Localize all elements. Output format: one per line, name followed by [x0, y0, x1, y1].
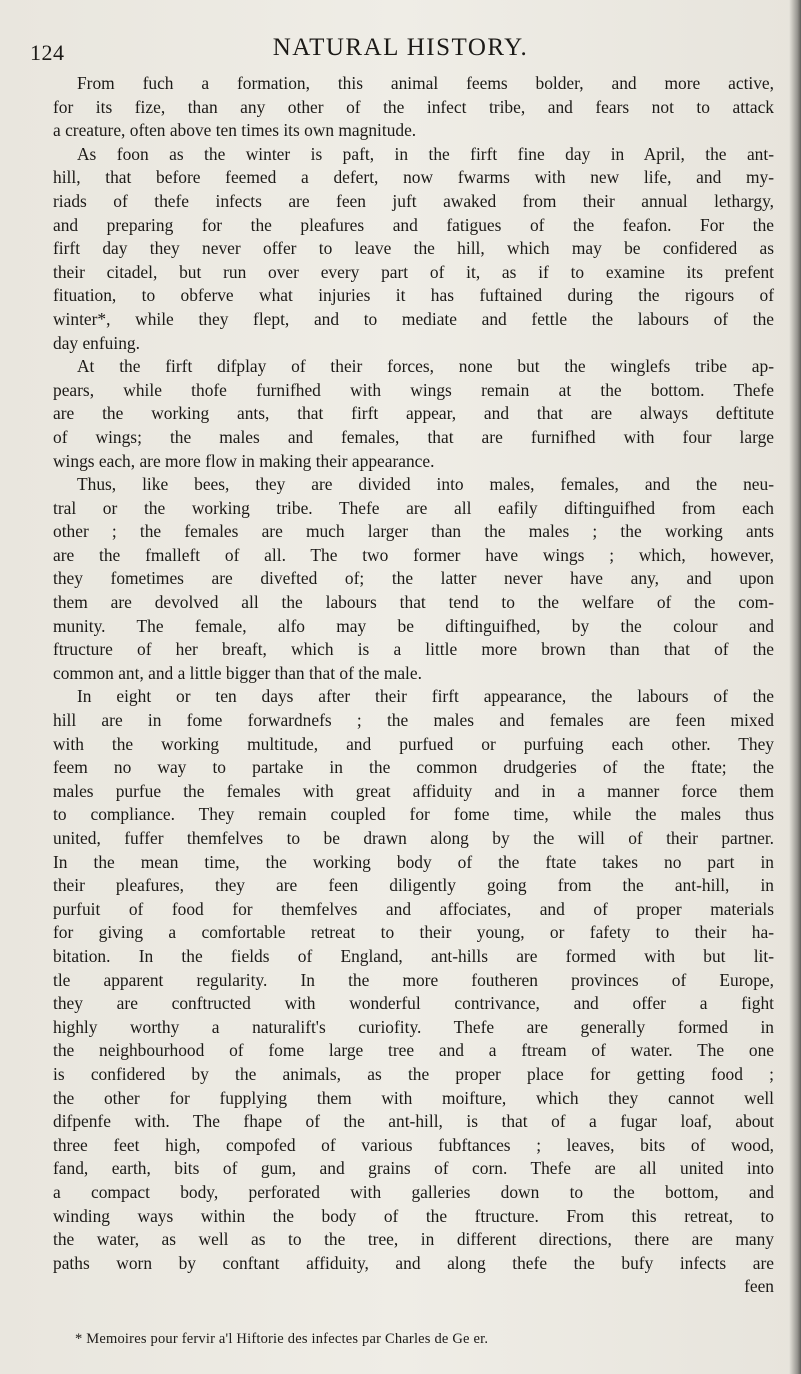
text-line: for its fize, than any other of the infect tribe, and fears not to attack: [53, 96, 774, 117]
text-line: of wings; the males and females, that are furnifhed with four large: [53, 426, 774, 447]
text-line: winter*, while they flept, and to mediate and fettle the labours of the: [53, 308, 774, 329]
text-line: Thus, like bees, they are divided into males, females, and the neu-: [77, 474, 774, 495]
text-line: for giving a comfortable retreat to their young, or fafety to their ha-: [53, 922, 774, 943]
text-line: ftructure of her breaft, which is a little more brown than that of the: [53, 639, 774, 660]
text-line: the neighbourhood of fome large tree and a ftream of water. The one: [53, 1040, 774, 1061]
text-line: are the fmalleft of all. The two former have wings ; which, however,: [53, 544, 774, 565]
text-line: feen: [744, 1276, 774, 1297]
page-edge-shadow: [789, 0, 801, 1374]
text-line: common ant, and a little bigger than that of the male.: [53, 662, 422, 683]
text-line: winding ways within the body of the ftructure. From this retreat, to: [53, 1205, 774, 1226]
text-line: paths worn by conftant affiduity, and along thefe the bufy infects are: [53, 1252, 774, 1273]
text-line: day enfuing.: [53, 332, 140, 353]
text-line: munity. The female, alfo may be diftinguifhed, by the colour and: [53, 615, 774, 636]
text-line: tle apparent regularity. In the more foutheren provinces of Europe,: [53, 969, 774, 990]
text-line: In the mean time, the working body of the ftate takes no part in: [53, 851, 774, 872]
text-line: riads of thefe infects are feen juft awaked from their annual lethargy,: [53, 190, 774, 211]
text-line: is confidered by the animals, as the proper place for getting food ;: [53, 1063, 774, 1084]
text-line: fand, earth, bits of gum, and grains of corn. Thefe are all united into: [53, 1158, 774, 1179]
text-line: bitation. In the fields of England, ant-hills are formed with but lit-: [53, 945, 774, 966]
text-line: As foon as the winter is paft, in the firft fine day in April, the ant-: [77, 143, 774, 164]
text-line: other ; the females are much larger than the males ; the working ants: [53, 521, 774, 542]
text-line: their pleafures, they are feen diligently going from the ant-hill, in: [53, 875, 774, 896]
text-line: difpenfe with. The fhape of the ant-hill, is that of a fugar loaf, about: [53, 1111, 774, 1132]
text-line: the water, as well as to the tree, in different directions, there are many: [53, 1229, 774, 1250]
running-title: NATURAL HISTORY.: [272, 34, 529, 61]
text-line: feem no way to partake in the common drudgeries of the ftate; the: [53, 757, 774, 778]
text-line: pears, while thofe furnifhed with wings remain at the bottom. Thefe: [53, 379, 774, 400]
text-line: their citadel, but run over every part of it, as if to examine its prefent: [53, 261, 774, 282]
text-line: hill, that before feemed a defert, now fwarms with new life, and my-: [53, 167, 774, 188]
text-line: At the firft difplay of their forces, none but the winglefs tribe ap-: [77, 356, 774, 377]
text-line: they fometimes are divefted of; the latter never have any, and upon: [53, 568, 774, 589]
text-line: males purfue the females with great affiduity and in a manner force them: [53, 780, 774, 801]
text-line: and preparing for the pleafures and fatigues of the feafon. For the: [53, 214, 774, 235]
text-line: a creature, often above ten times its own magnitude.: [53, 120, 417, 141]
text-line: a compact body, perforated with galleries down to the bottom, and: [53, 1181, 774, 1202]
page-number: 124: [30, 40, 65, 65]
text-line: hill are in fome forwardnefs ; the males and females are feen mixed: [53, 710, 774, 731]
text-line: them are devolved all the labours that tend to the welfare of the com-: [53, 592, 774, 613]
text-line: In eight or ten days after their firft appearance, the labours of the: [77, 686, 774, 707]
text-line: purfuit of food for themfelves and affociates, and of proper materials: [53, 898, 774, 919]
text-line: are the working ants, that firft appear, and that are always deftitute: [53, 403, 774, 424]
text-line: From fuch a formation, this animal feems bolder, and more active,: [77, 73, 774, 93]
text-line: the other for fupplying them with moifture, which they cannot well: [53, 1087, 774, 1108]
text-line: firft day they never offer to leave the hill, which may be confidered as: [53, 238, 774, 259]
text-line: to compliance. They remain coupled for fome time, while the males thus: [53, 804, 774, 825]
text-line: tral or the working tribe. Thefe are all eafily diftinguifhed from each: [53, 497, 774, 518]
footnote: * Memoires pour fervir a'l Hiftorie des infectes par Charles de Ge er.: [75, 1331, 489, 1347]
text-line: highly worthy a naturalift's curiofity. Thefe are generally formed in: [53, 1016, 774, 1037]
text-line: wings each, are more flow in making their appearance.: [53, 450, 435, 471]
page-header: [30, 34, 771, 66]
text-line: fituation, to obferve what injuries it has fuftained during the rigours of: [53, 285, 774, 306]
text-line: they are conftructed with wonderful contrivance, and offer a fight: [53, 993, 774, 1014]
text-line: three feet high, compofed of various fubftances ; leaves, bits of wood,: [53, 1134, 774, 1155]
text-line: united, fuffer themfelves to be drawn along by the will of their partner.: [53, 828, 774, 848]
text-line: with the working multitude, and purfued or purfuing each other. They: [53, 733, 774, 754]
body-text: [53, 72, 774, 1299]
